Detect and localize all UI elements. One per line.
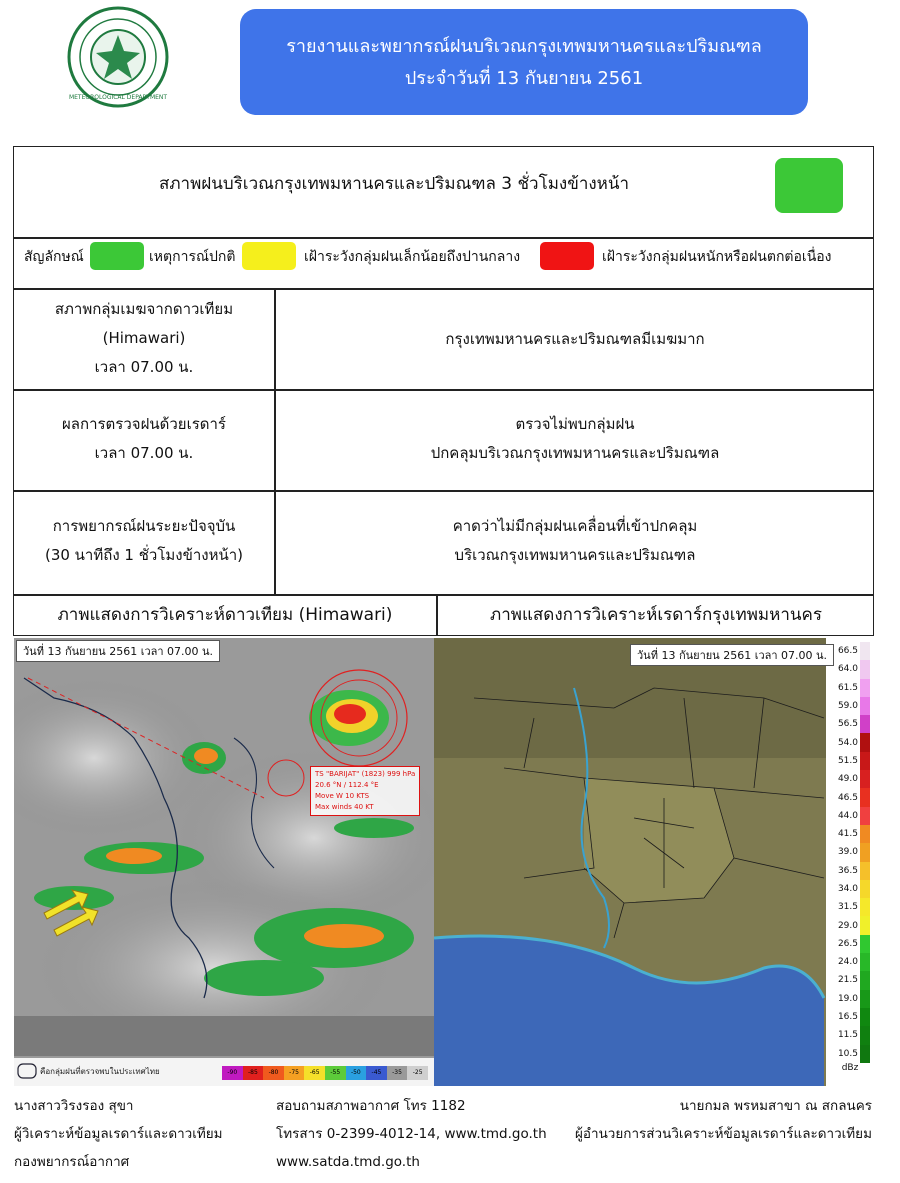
satellite-scale-step: -50 — [346, 1066, 367, 1080]
satellite-scale — [222, 1066, 428, 1080]
radar-scale-unit: dBz — [841, 1062, 859, 1073]
storm-info — [310, 766, 420, 816]
row-radar-label — [14, 410, 274, 468]
report-title-banner — [240, 9, 808, 115]
radar-scale-step: 26.5 — [828, 935, 872, 953]
row-value-line: ปกคลุมบริเวณกรุงเทพมหานครและปริมณฑล — [430, 444, 720, 462]
row-satellite-label — [14, 295, 274, 382]
footer-contact — [276, 1092, 547, 1176]
satellite-scale-step: -55 — [325, 1066, 346, 1080]
radar-scale-step: 66.5 — [828, 642, 872, 660]
rain-status-title: สภาพฝนบริเวณกรุงเทพมหานครและปริมณฑล 3 ชั่วโมงข้างหน้า — [158, 174, 630, 194]
radar-scale-step: 16.5 — [828, 1008, 872, 1026]
row-value-line: กรุงเทพมหานครและปริมณฑลมีเมฆมาก — [445, 330, 705, 348]
row-radar-value — [276, 410, 874, 468]
footer-director — [575, 1092, 872, 1148]
radar-image — [434, 638, 874, 1086]
report-date: ประจำวันที่ 13 กันยายน 2561 — [404, 68, 644, 89]
divider — [13, 490, 874, 492]
row-label-line: ผลการตรวจฝนด้วยเรดาร์ — [62, 415, 226, 433]
rain-status-indicator — [775, 158, 843, 213]
legend-label: สัญลักษณ์ — [24, 249, 84, 265]
row-label-line: สภาพกลุ่มเมฆจากดาวเทียม — [54, 300, 234, 318]
radar-scale-step: 10.5 — [828, 1045, 872, 1063]
row-label-line: (Himawari) — [102, 329, 186, 347]
tmd-logo — [66, 5, 170, 109]
contact-fax-web: โทรสาร 0-2399-4012-14, www.tmd.go.th — [276, 1126, 547, 1142]
storm-label: TS "BARIJAT" (1823) 999 hPa — [315, 770, 416, 778]
radar-caption: ภาพแสดงการวิเคราะห์เรดาร์กรุงเทพมหานคร — [489, 605, 823, 625]
row-label-line: เวลา 07.00 น. — [94, 358, 194, 376]
radar-scale — [828, 642, 872, 1082]
director-title: ผู้อำนวยการส่วนวิเคราะห์ข้อมูลเรดาร์และดาวเทียม — [574, 1126, 872, 1142]
radar-scale-step: 51.5 — [828, 752, 872, 770]
legend — [14, 240, 874, 274]
satellite-timestamp: วันที่ 13 กันยายน 2561 เวลา 07.00 น. — [16, 640, 220, 662]
analyst-name: นางสาววิรงรอง สุขา — [14, 1098, 134, 1114]
storm-winds: Max winds 40 KT — [315, 803, 374, 811]
row-satellite-value — [276, 325, 874, 354]
satellite-image — [14, 638, 434, 1086]
analyst-division: กองพยากรณ์อากาศ — [14, 1154, 130, 1170]
radar-scale-step: 24.0 — [828, 953, 872, 971]
legend-heavy: เฝ้าระวังกลุ่มฝนหนักหรือฝนตกต่อเนื่อง — [602, 249, 832, 265]
legend-moderate: เฝ้าระวังกลุ่มฝนเล็กน้อยถึงปานกลาง — [304, 249, 521, 265]
satellite-legend-note: คือกลุ่มฝนที่ตรวจพบในประเทศไทย — [40, 1067, 160, 1076]
radar-timestamp: วันที่ 13 กันยายน 2561 เวลา 07.00 น. — [630, 644, 834, 666]
storm-position: 20.6 °N / 112.4 °E — [315, 781, 379, 789]
satellite-scale-step: -90 — [222, 1066, 243, 1080]
satellite-caption: ภาพแสดงการวิเคราะห์ดาวเทียม (Himawari) — [57, 605, 393, 625]
radar-scale-step: 41.5 — [828, 825, 872, 843]
analyst-title: ผู้วิเคราะห์ข้อมูลเรดาร์และดาวเทียม — [14, 1126, 223, 1142]
radar-scale-step: 31.5 — [828, 898, 872, 916]
row-value-line: ตรวจไม่พบกลุ่มฝน — [515, 415, 635, 433]
radar-scale-step: 56.5 — [828, 715, 872, 733]
contact-website: www.satda.tmd.go.th — [276, 1154, 420, 1170]
legend-swatch-green — [90, 242, 144, 270]
satellite-scale-step: -75 — [284, 1066, 305, 1080]
satellite-scale-step: -25 — [407, 1066, 428, 1080]
radar-scale-step: 49.0 — [828, 770, 872, 788]
legend-normal: เหตุการณ์ปกติ — [149, 249, 236, 265]
divider — [13, 237, 874, 239]
satellite-scale-step: -65 — [304, 1066, 325, 1080]
storm-movement: Move W 10 KTS — [315, 792, 370, 800]
divider — [13, 288, 874, 290]
director-name: นายกมล พรหมสาขา ณ สกลนคร — [679, 1098, 872, 1114]
divider — [13, 389, 874, 391]
row-value-line: บริเวณกรุงเทพมหานครและปริมณฑล — [454, 546, 696, 564]
radar-scale-step: 59.0 — [828, 697, 872, 715]
row-nowcast-value — [276, 512, 874, 570]
row-label-line: การพยากรณ์ฝนระยะปัจจุบัน — [52, 517, 236, 535]
radar-scale-step: 61.5 — [828, 679, 872, 697]
row-label-line: เวลา 07.00 น. — [94, 444, 194, 462]
radar-scale-step: 21.5 — [828, 971, 872, 989]
radar-scale-step: 39.0 — [828, 843, 872, 861]
row-nowcast-label — [14, 512, 274, 570]
radar-scale-step: 11.5 — [828, 1026, 872, 1044]
legend-swatch-red — [540, 242, 594, 270]
radar-scale-step: 54.0 — [828, 733, 872, 751]
satellite-scale-step: -85 — [243, 1066, 264, 1080]
footer-analyst — [14, 1092, 223, 1176]
contact-phone: สอบถามสภาพอากาศ โทร 1182 — [276, 1098, 466, 1114]
satellite-scale-step: -45 — [366, 1066, 387, 1080]
radar-scale-step: 34.0 — [828, 880, 872, 898]
satellite-scale-step: -35 — [387, 1066, 408, 1080]
radar-scale-step: 64.0 — [828, 660, 872, 678]
satellite-scale-step: -80 — [263, 1066, 284, 1080]
report-title: รายงานและพยากรณ์ฝนบริเวณกรุงเทพมหานครและปริมณฑล — [286, 36, 762, 57]
row-label-line: (30 นาทีถึง 1 ชั่วโมงข้างหน้า) — [44, 546, 244, 564]
radar-scale-step: 36.5 — [828, 862, 872, 880]
radar-scale-step: 46.5 — [828, 788, 872, 806]
logo-text: METEOROLOGICAL DEPARTMENT — [68, 94, 168, 101]
radar-scale-step: 29.0 — [828, 916, 872, 934]
radar-scale-step: 44.0 — [828, 807, 872, 825]
legend-swatch-yellow — [242, 242, 296, 270]
radar-scale-step: 19.0 — [828, 990, 872, 1008]
row-value-line: คาดว่าไม่มีกลุ่มฝนเคลื่อนที่เข้าปกคลุม — [452, 517, 698, 535]
